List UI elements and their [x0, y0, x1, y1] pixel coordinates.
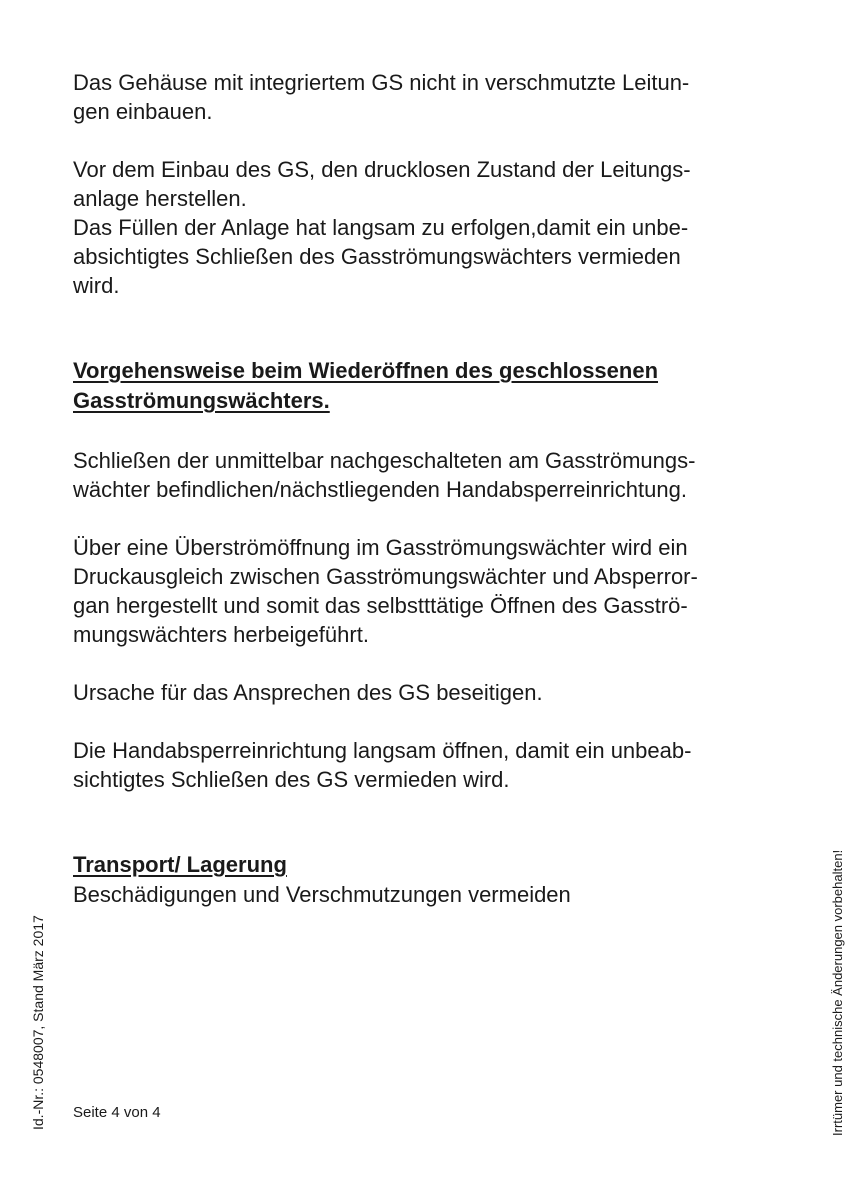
text-line: Die Handabsperreinrichtung langsam öffnen, damit ein unbeab-: [73, 738, 692, 763]
text-line: absichtigtes Schließen des Gasströmungswächters vermieden: [73, 244, 681, 269]
text-line: wächter befindlichen/nächstliegenden Handabsperreinrichtung.: [73, 477, 687, 502]
text-line: wird.: [73, 273, 120, 298]
reopen-paragraph-2: [73, 533, 698, 649]
page-number: Seite 4 von 4: [73, 1104, 161, 1121]
reopen-paragraph-3: [73, 678, 698, 707]
reopen-body: [73, 446, 698, 823]
reopen-heading: [73, 356, 658, 416]
text-line: Das Füllen der Anlage hat langsam zu erfolgen,damit ein unbe-: [73, 215, 689, 240]
text-line: Ursache für das Ansprechen des GS beseitigen.: [73, 680, 543, 705]
text-line: anlage herstellen.: [73, 186, 247, 211]
text-line: Druckausgleich zwischen Gasströmungswächter und Absperror-: [73, 564, 698, 589]
text-line: Über eine Überströmöffnung im Gasströmungswächter wird ein: [73, 535, 688, 560]
heading-line: Vorgehensweise beim Wiederöffnen des geschlossenen: [73, 358, 659, 383]
document-id-note: Id.-Nr.: 0548007, Stand März 2017: [30, 915, 46, 1130]
text-line: gen einbauen.: [73, 99, 213, 124]
reopen-paragraph-1: [73, 446, 698, 504]
text-line: Vor dem Einbau des GS, den drucklosen Zustand der Leitungs-: [73, 157, 691, 182]
intro-paragraph-1: [73, 68, 773, 126]
text-line: Schließen der unmittelbar nachgeschalteten am Gasströmungs-: [73, 448, 696, 473]
disclaimer-note: Irrtümer und technische Änderungen vorbehalten!: [830, 849, 845, 1136]
transport-heading: Transport/ Lagerung: [73, 852, 287, 877]
transport-text: Beschädigungen und Verschmutzungen vermeiden: [73, 882, 571, 907]
intro-paragraph-3: [73, 213, 773, 300]
reopen-paragraph-4: [73, 736, 698, 794]
text-line: gan hergestellt und somit das selbstttätige Öffnen des Gasströ-: [73, 593, 688, 618]
text-line: sichtigtes Schließen des GS vermieden wird.: [73, 767, 510, 792]
intro-section: [73, 68, 773, 329]
text-line: Das Gehäuse mit integriertem GS nicht in verschmutzte Leitun-: [73, 70, 690, 95]
text-line: mungswächters herbeigeführt.: [73, 622, 369, 647]
intro-paragraph-2: [73, 155, 773, 213]
heading-line: Gasströmungswächters.: [73, 388, 330, 413]
